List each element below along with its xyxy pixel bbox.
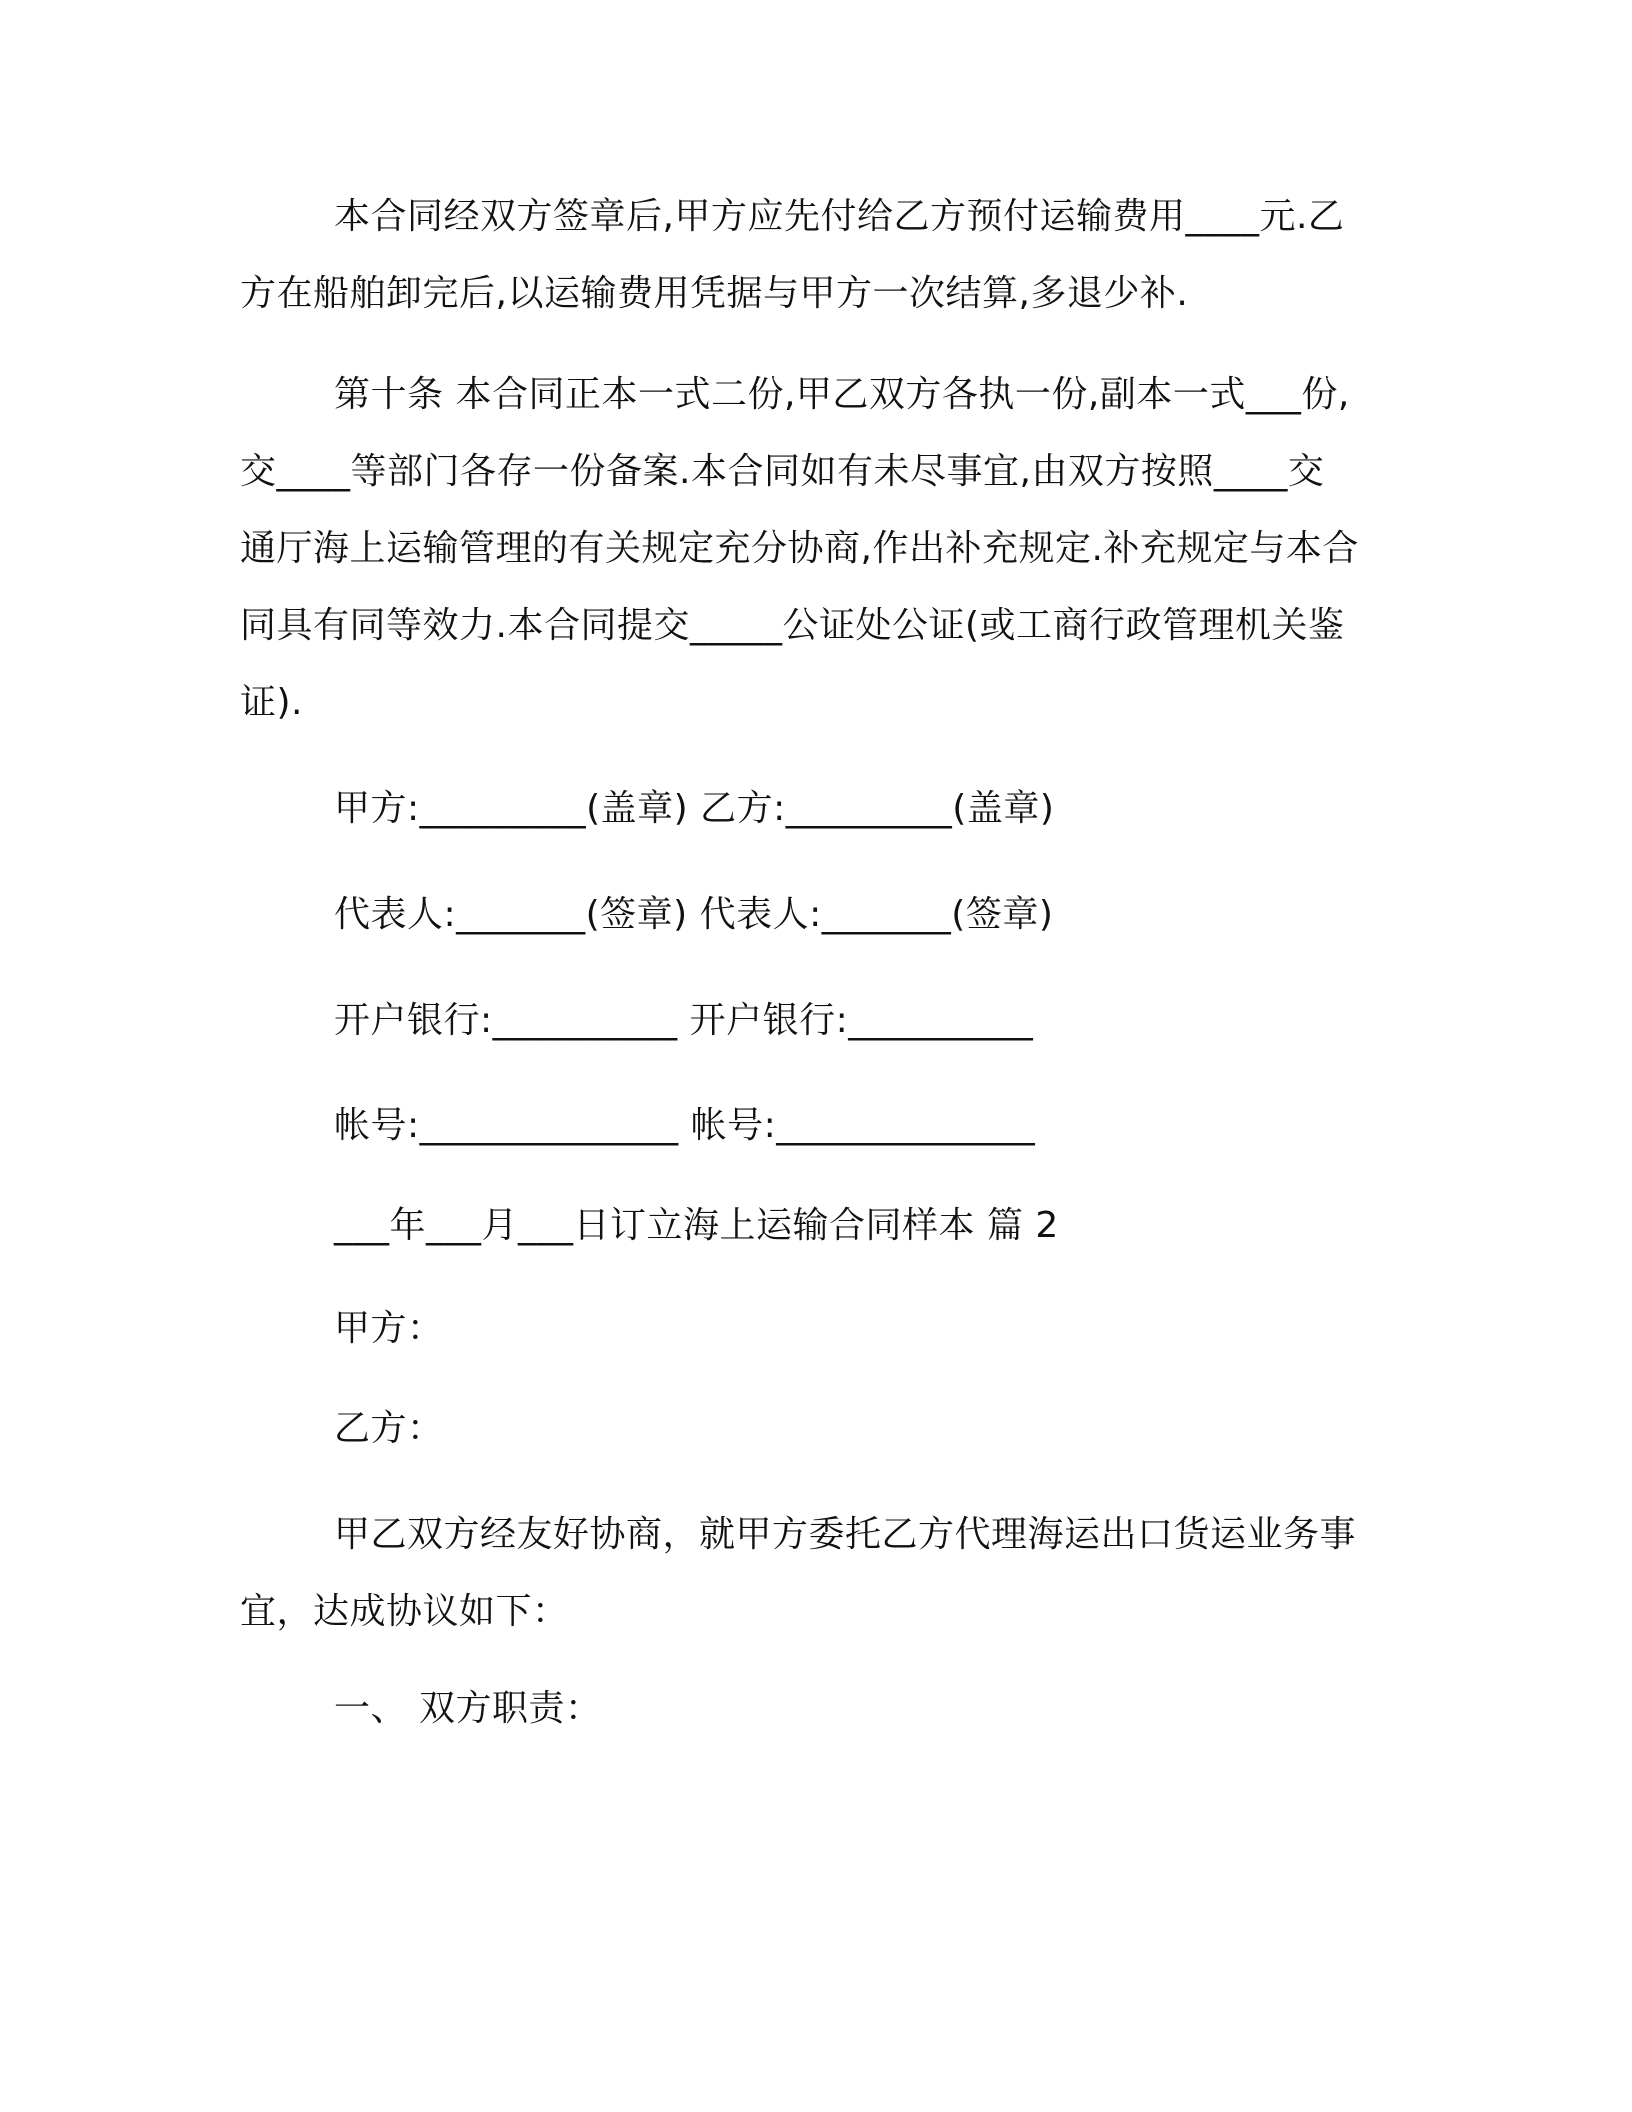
party-a-label: 甲方： <box>334 1308 444 1349</box>
payment-line-2: 方在船舶卸完后,以运输费用凭据与甲方一次结算,多退少补. <box>240 273 1189 314</box>
article-10-line-5: 证). <box>240 682 303 723</box>
signature-parties-line: 甲方:_________(盖章) 乙方:_________(盖章) <box>334 788 1055 829</box>
payment-paragraph <box>240 178 1372 332</box>
intro-line-2: 宜，达成协议如下： <box>240 1591 569 1632</box>
article-10-paragraph <box>240 356 1372 741</box>
intro-paragraph <box>240 1496 1372 1650</box>
article-10-line-2: 交____等部门各存一份备案.本合同如有未尽事宜,由双方按照____交 <box>240 451 1325 492</box>
article-10-line-4: 同具有同等效力.本合同提交_____公证处公证(或工商行政管理机关鉴 <box>240 605 1345 646</box>
contract-title-line: ___年___月___日订立海上运输合同样本 篇 2 <box>334 1205 1059 1246</box>
intro-line-1: 甲乙双方经友好协商，就甲方委托乙方代理海运出口货运业务事 <box>334 1514 1357 1555</box>
party-b-label: 乙方： <box>334 1408 444 1449</box>
article-10-line-1: 第十条 本合同正本一式二份,甲乙双方各执一份,副本一式___份, <box>334 374 1350 415</box>
section-1-heading: 一、 双方职责： <box>334 1688 602 1729</box>
signature-representatives-line: 代表人:_______(签章) 代表人:_______(签章) <box>334 894 1054 935</box>
article-10-line-3: 通厅海上运输管理的有关规定充分协商,作出补充规定.补充规定与本合 <box>240 528 1359 569</box>
signature-bank-line: 开户银行:__________ 开户银行:__________ <box>334 1000 1034 1041</box>
payment-line-1: 本合同经双方签章后,甲方应先付给乙方预付运输费用____元.乙 <box>334 196 1345 237</box>
signature-account-line: 帐号:______________ 帐号:______________ <box>334 1105 1036 1146</box>
